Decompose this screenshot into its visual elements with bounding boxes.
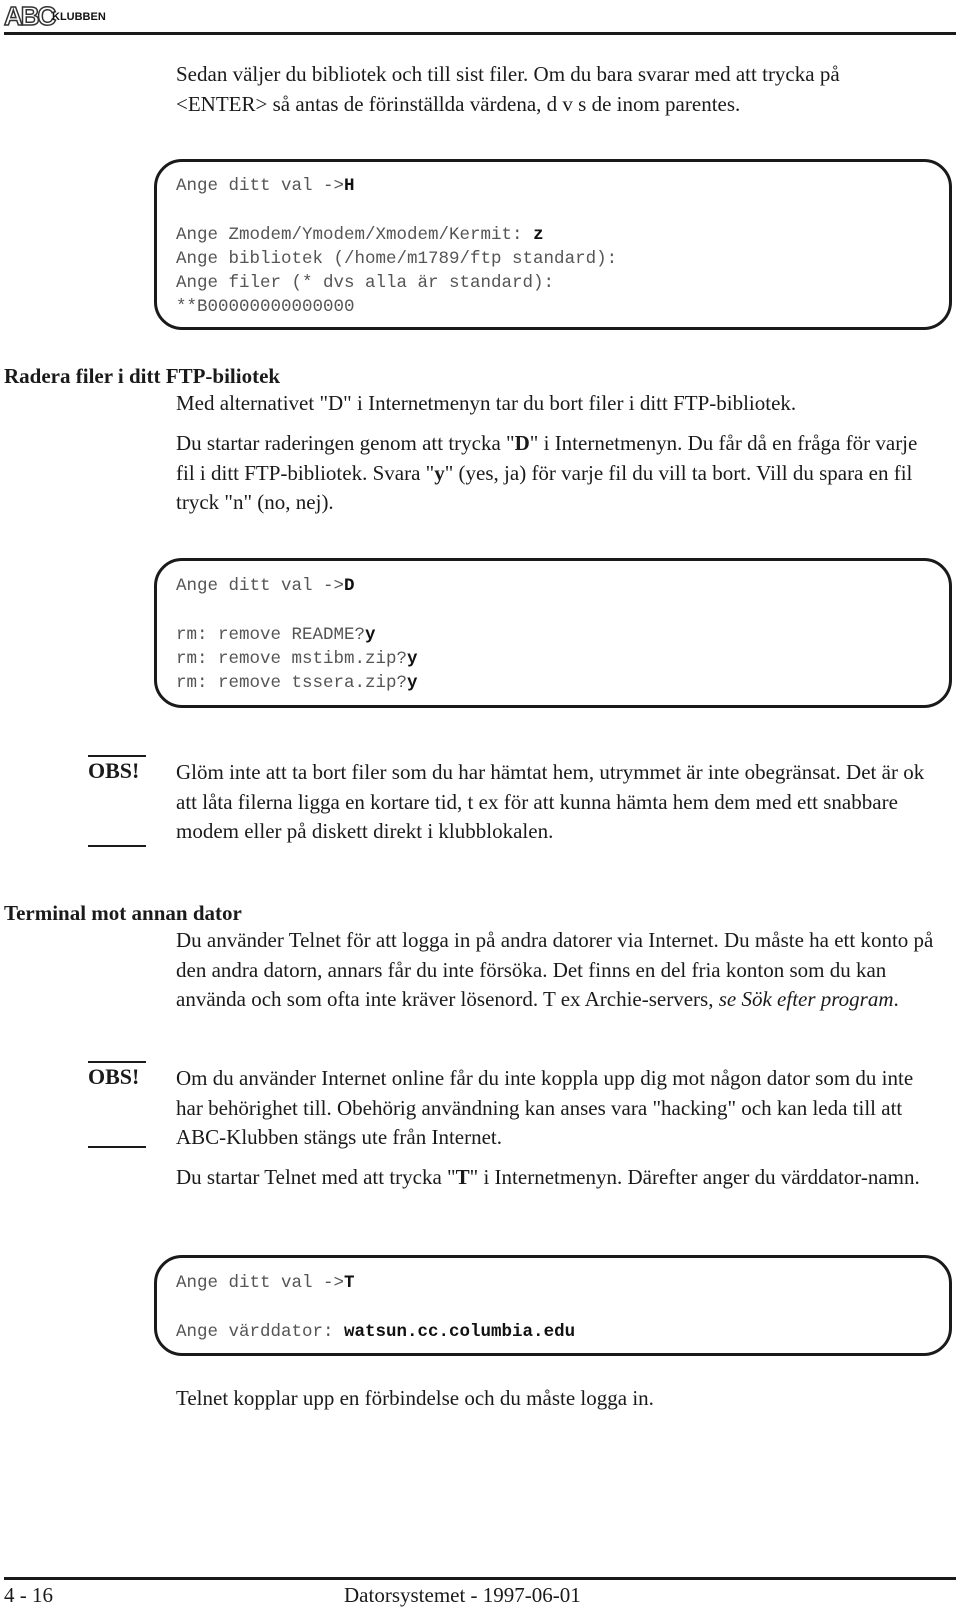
box3-line1: Ange ditt val ->T — [176, 1273, 355, 1293]
intro-paragraph: Sedan väljer du bibliotek och till sist filer. Om du bara svarar med att trycka på <ENTER> så antas de förinställda värdena, d v s de inom parentes. — [176, 62, 840, 116]
box1-line4: Ange filer (* dvs alla är standard): — [176, 273, 555, 293]
header-rule — [4, 32, 956, 35]
obs1-text: Glöm inte att ta bort filer som du har hämtat hem, utrymmet är inte obegränsat. Det är ok att låta filerna ligga en kortare tid, t ex för att kunna hämta hem dem med ett snabbare modem eller på diskett direkt i klubblokalen. — [176, 760, 925, 843]
box3-line2: Ange värddator: watsun.cc.columbia.edu — [176, 1322, 576, 1342]
closing-paragraph: Telnet kopplar upp en förbindelse och du måste logga in. — [176, 1386, 654, 1410]
obs2-bottom-rule — [88, 1146, 146, 1148]
section-heading-terminal: Terminal mot annan dator — [4, 901, 242, 925]
obs2-label: OBS! — [88, 1064, 140, 1089]
telnet-paragraph: Du startar Telnet med att trycka "T" i Internetmenyn. Därefter anger du värddator-namn. — [176, 1165, 920, 1189]
box2-line1: Ange ditt val ->D — [176, 576, 355, 596]
terminal-para-1: Du använder Telnet för att logga in på andra datorer via Internet. Du måste ha ett konto på den andra datorn, annars får du inte försöka. Det finns en del fria konton som du kan använda och som ofta inte kräver lösenord. T ex Archie-servers, se Sök efter program. — [176, 928, 934, 1011]
obs2-text: Om du använder Internet online får du inte koppla upp dig mot någon dator som du inte har behörighet till. Obehörig användning kan anses vara "hacking" och kan leda till att ABC-Klubben stängs ute från Internet. — [176, 1066, 914, 1149]
box2-line4: rm: remove tssera.zip?y — [176, 673, 418, 693]
box1-line5: **B00000000000000 — [176, 297, 355, 317]
box1-line1: Ange ditt val ->H — [176, 176, 355, 196]
logo-abc: ABC — [4, 1, 55, 31]
footer-doc-title: Datorsystemet - 1997-06-01 — [344, 1583, 581, 1607]
box2-line2: rm: remove README?y — [176, 625, 376, 645]
footer-page-number: 4 - 16 — [4, 1583, 53, 1607]
logo-klubben: KLUBBEN — [52, 11, 106, 23]
section-heading-delete: Radera filer i ditt FTP-biliotek — [4, 364, 281, 388]
delete-para-2: Du startar raderingen genom att trycka "D" i Internetmenyn. Du får då en fråga för varje fil i ditt FTP-bibliotek. Svara "y" (yes, ja) för varje fil du vill ta bort. Vill du spara en fil tryck "n" (no, nej). — [176, 431, 918, 514]
obs2-top-rule — [88, 1061, 146, 1063]
header-logo — [4, 2, 114, 30]
delete-para-1: Med alternativet "D" i Internetmenyn tar du bort filer i ditt FTP-bibliotek. — [176, 391, 797, 415]
box1-line3: Ange bibliotek (/home/m1789/ftp standard): — [176, 249, 618, 269]
obs1-top-rule — [88, 755, 146, 757]
obs1-label: OBS! — [88, 758, 140, 783]
box2-line3: rm: remove mstibm.zip?y — [176, 649, 418, 669]
obs1-bottom-rule — [88, 845, 146, 847]
footer-rule — [4, 1577, 956, 1580]
box1-line2: Ange Zmodem/Ymodem/Xmodem/Kermit: z — [176, 225, 544, 245]
